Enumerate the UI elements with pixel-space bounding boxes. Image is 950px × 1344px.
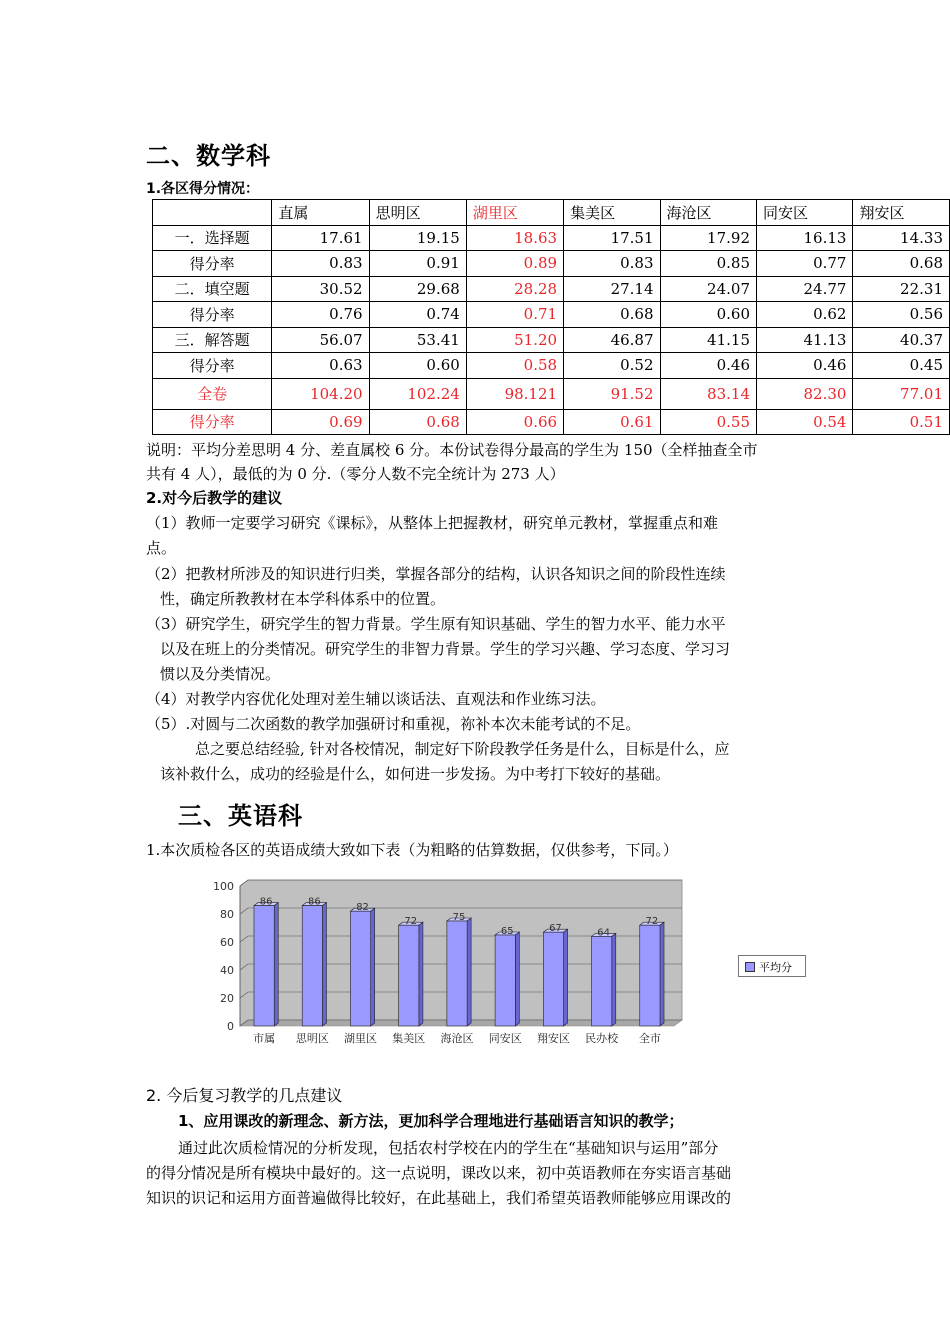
table-row (153, 409, 950, 435)
english-intro: 1.本次质检各区的英语成绩大致如下表（为粗略的估算数据，仅供参考，下同。） (146, 841, 678, 859)
bar-data-label: 86 (259, 896, 273, 908)
advice-line: 该补救什么，成功的经验是什么，如何进一步发扬。为中考打下较好的基础。 (160, 765, 671, 783)
bar-data-label: 75 (452, 912, 466, 923)
score-cell: 0.60 (369, 353, 466, 379)
bar-data-label: 82 (356, 902, 369, 914)
bar-data-label: 86 (307, 896, 321, 908)
score-cell: 53.41 (369, 327, 466, 353)
table-row (153, 225, 950, 251)
bar (495, 935, 515, 1026)
score-cell: 19.15 (369, 225, 466, 251)
score-cell: 24.77 (757, 276, 853, 302)
bar-data-label: 67 (549, 923, 562, 935)
score-cell: 0.58 (466, 353, 563, 379)
table-header-row (153, 200, 950, 226)
score-cell: 0.83 (564, 251, 660, 277)
x-tick-label: 思明区 (295, 1032, 329, 1045)
bar-side (371, 908, 375, 1026)
y-tick-label: 60 (220, 936, 234, 949)
score-cell: 0.77 (757, 251, 853, 277)
bar-side (564, 929, 568, 1026)
score-cell: 0.45 (853, 353, 950, 379)
score-cell: 102.24 (369, 378, 466, 409)
table-header-cell: 湖里区 (466, 200, 563, 226)
bar (350, 911, 370, 1026)
score-cell: 18.63 (466, 225, 563, 251)
x-tick-label: 市属 (253, 1032, 276, 1045)
table-row (153, 378, 950, 409)
bar-data-label: 64 (597, 927, 611, 939)
advice-line: （2）把教材所涉及的知识进行归类，掌握各部分的结构，认识各知识之间的阶段性连续 (146, 565, 726, 583)
bar (399, 925, 419, 1026)
advice-line: 总之要总结经验, 针对各校情况，制定好下阶段教学任务是什么，目标是什么，应 (195, 740, 730, 758)
y-tick-label: 40 (220, 964, 234, 977)
bar-side (274, 903, 278, 1026)
bar (640, 925, 660, 1026)
score-cell: 22.31 (853, 276, 950, 302)
legend-label: 平均分 (759, 961, 792, 974)
score-cell: 51.20 (466, 327, 563, 353)
bar (447, 921, 467, 1026)
bar-side (660, 922, 664, 1026)
bar-data-label: 72 (404, 916, 418, 928)
section-title-math: 二、数学科 (146, 142, 271, 170)
x-tick-label: 全市 (638, 1032, 661, 1045)
score-cell: 0.68 (853, 251, 950, 277)
score-cell: 0.56 (853, 302, 950, 328)
score-cell: 77.01 (853, 378, 950, 409)
score-cell: 0.76 (272, 302, 369, 328)
y-tick-label: 80 (220, 908, 234, 921)
advice-line: 点。 (146, 539, 177, 557)
scores-table (152, 199, 950, 435)
table-header-cell: 同安区 (757, 200, 853, 226)
score-cell: 41.15 (660, 327, 756, 353)
bar-side (467, 918, 471, 1026)
bar (302, 906, 322, 1026)
advice-line: 惯以及分类情况。 (160, 665, 281, 683)
bar (543, 932, 563, 1026)
x-tick-label: 民办校 (585, 1032, 619, 1045)
x-tick-label: 翔安区 (536, 1032, 570, 1045)
x-tick-label: 海沧区 (440, 1032, 474, 1045)
review-title: 2. 今后复习教学的几点建议 (146, 1086, 343, 1105)
row-label-cell: 三．解答题 (153, 327, 272, 353)
score-cell: 0.46 (757, 353, 853, 379)
score-cell: 46.87 (564, 327, 660, 353)
advice-line: 性，确定所教教材在本学科体系中的位置。 (160, 590, 446, 608)
x-tick-label: 湖里区 (344, 1032, 378, 1045)
y-tick-label: 0 (227, 1020, 234, 1033)
score-cell: 0.60 (660, 302, 756, 328)
english-score-bar-chart (206, 876, 696, 1048)
score-cell: 17.92 (660, 225, 756, 251)
x-tick-label: 集美区 (392, 1032, 426, 1045)
bar-side (515, 932, 519, 1026)
row-label-cell: 全卷 (153, 378, 272, 409)
score-cell: 41.13 (757, 327, 853, 353)
legend-swatch (745, 962, 755, 972)
score-cell: 14.33 (853, 225, 950, 251)
score-cell: 17.61 (272, 225, 369, 251)
score-cell: 104.20 (272, 378, 369, 409)
row-label-cell: 得分率 (153, 251, 272, 277)
bar-side (322, 903, 326, 1026)
score-cell: 98.121 (466, 378, 563, 409)
table-row (153, 353, 950, 379)
review-point-1: 1、应用课改的新理念、新方法，更加科学合理地进行基础语言知识的教学； (178, 1112, 684, 1130)
score-cell: 91.52 (564, 378, 660, 409)
table-header-cell: 海沧区 (660, 200, 756, 226)
score-cell: 0.68 (369, 409, 466, 435)
note-line-2: 共有 4 人），最低的为 0 分.（零分人数不完全统计为 273 人） (146, 465, 565, 483)
row-label-cell: 得分率 (153, 409, 272, 435)
score-cell: 0.63 (272, 353, 369, 379)
score-cell: 28.28 (466, 276, 563, 302)
score-cell: 24.07 (660, 276, 756, 302)
y-tick-label: 100 (213, 880, 234, 893)
score-cell: 30.52 (272, 276, 369, 302)
advice-line: （3）研究学生，研究学生的智力背景。学生原有知识基础、学生的智力水平、能力水平 (146, 615, 726, 633)
score-cell: 0.69 (272, 409, 369, 435)
score-cell: 0.62 (757, 302, 853, 328)
chart-legend (738, 955, 806, 977)
score-cell: 27.14 (564, 276, 660, 302)
bar-side (419, 922, 423, 1026)
table-header-cell: 思明区 (369, 200, 466, 226)
section-title-english: 三、英语科 (178, 802, 303, 830)
score-cell: 83.14 (660, 378, 756, 409)
y-tick-label: 20 (220, 992, 234, 1005)
table-row (153, 251, 950, 277)
score-cell: 0.71 (466, 302, 563, 328)
score-cell: 0.83 (272, 251, 369, 277)
row-label-cell: 得分率 (153, 353, 272, 379)
bar-side (612, 933, 616, 1026)
bar-data-label: 72 (645, 916, 659, 928)
subsection-title-scores: 1.各区得分情况： (146, 181, 260, 197)
row-label-cell: 二．填空题 (153, 276, 272, 302)
score-cell: 0.55 (660, 409, 756, 435)
bar (254, 906, 274, 1026)
bar-data-label: 65 (500, 926, 514, 937)
score-cell: 0.54 (757, 409, 853, 435)
table-header-cell: 集美区 (564, 200, 660, 226)
score-cell: 17.51 (564, 225, 660, 251)
table-row (153, 327, 950, 353)
score-cell: 0.89 (466, 251, 563, 277)
table-header-cell: 翔安区 (853, 200, 950, 226)
advice-line: （1）教师一定要学习研究《课标》，从整体上把握教材，研究单元教材，掌握重点和难 (146, 514, 719, 532)
bar (592, 936, 612, 1026)
score-cell: 0.91 (369, 251, 466, 277)
score-cell: 29.68 (369, 276, 466, 302)
row-label-cell: 一．选择题 (153, 225, 272, 251)
advice-line: 以及在班上的分类情况。研究学生的非智力背景。学生的学习兴趣、学习态度、学习习 (160, 640, 731, 658)
score-cell: 0.61 (564, 409, 660, 435)
table-row (153, 276, 950, 302)
advice-line: （4）对教学内容优化处理对差生辅以谈话法、直观法和作业练习法。 (146, 690, 606, 708)
score-cell: 56.07 (272, 327, 369, 353)
score-cell: 82.30 (757, 378, 853, 409)
score-cell: 0.66 (466, 409, 563, 435)
advice-title: 2.对今后教学的建议 (146, 489, 283, 507)
score-cell: 16.13 (757, 225, 853, 251)
advice-line: （5）.对圆与二次函数的教学加强研讨和重视，祢补本次未能考试的不足。 (146, 715, 641, 733)
body-line: 的得分情况是所有模块中最好的。这一点说明，课改以来，初中英语教师在夯实语言基础 (146, 1164, 732, 1182)
score-cell: 0.51 (853, 409, 950, 435)
score-cell: 0.85 (660, 251, 756, 277)
table-row (153, 302, 950, 328)
body-line: 知识的识记和运用方面普遍做得比较好，在此基础上，我们希望英语教师能够应用课改的 (146, 1189, 732, 1207)
score-cell: 0.74 (369, 302, 466, 328)
score-cell: 0.68 (564, 302, 660, 328)
row-label-cell: 得分率 (153, 302, 272, 328)
body-line: 通过此次质检情况的分析发现，包括农村学校在内的学生在“基础知识与运用”部分 (178, 1139, 719, 1157)
score-cell: 0.52 (564, 353, 660, 379)
table-header-cell (153, 200, 272, 226)
note-line-1: 说明：平均分差思明 4 分、差直属校 6 分。本份试卷得分最高的学生为 150（全样抽查全市 (146, 441, 758, 459)
score-cell: 40.37 (853, 327, 950, 353)
score-cell: 0.46 (660, 353, 756, 379)
x-tick-label: 同安区 (488, 1032, 522, 1045)
table-header-cell: 直属 (272, 200, 369, 226)
